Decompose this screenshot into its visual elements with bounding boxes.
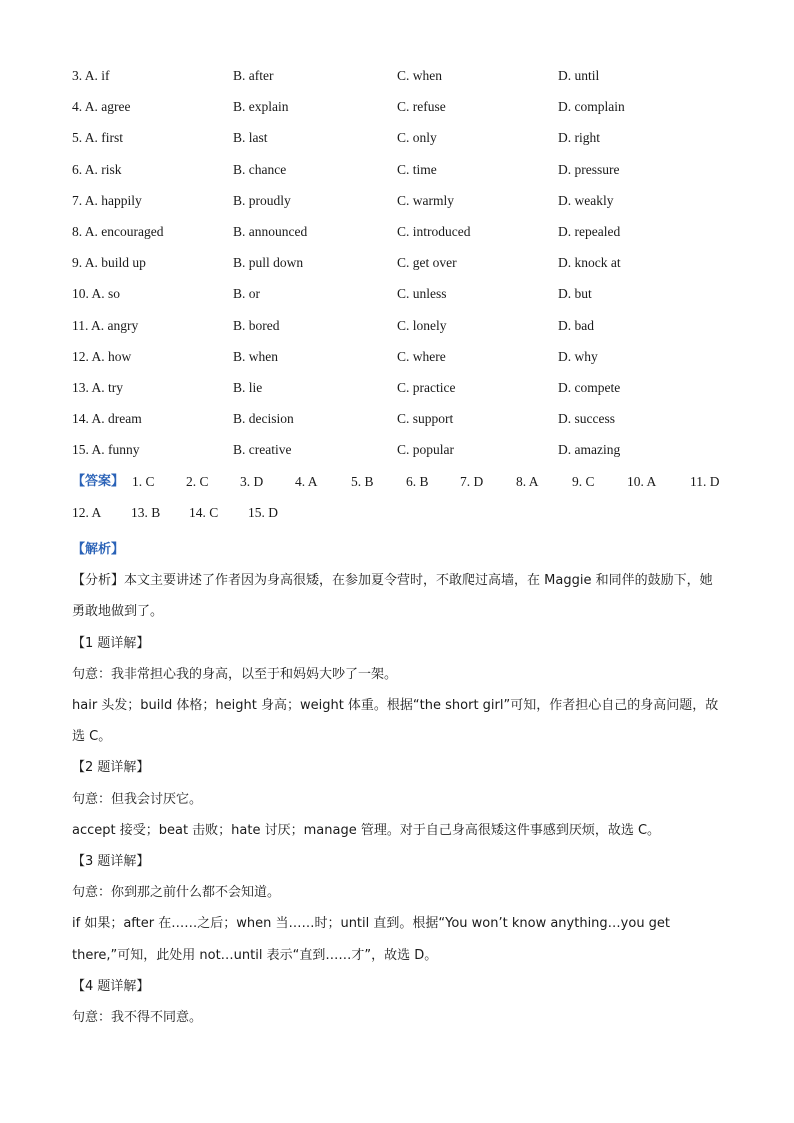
option-b: B. explain xyxy=(233,99,289,115)
option-a: 3. A. if xyxy=(72,68,110,83)
answer-item: 9. C xyxy=(572,474,595,489)
options-row-3 xyxy=(72,66,732,97)
option-d: D. amazing xyxy=(558,442,621,458)
options-row-6 xyxy=(72,160,732,191)
q3-meaning: 句意：你到那之前什么都不会知道。 xyxy=(72,885,281,901)
analysis-intro xyxy=(72,565,724,627)
options-row-5 xyxy=(72,128,732,159)
option-b: B. last xyxy=(233,130,268,146)
option-a: 6. A. risk xyxy=(72,161,122,177)
analysis-heading: 【解析】 xyxy=(72,542,125,557)
q3-heading: 【3 题详解】 xyxy=(72,854,150,870)
q4-heading: 【4 题详解】 xyxy=(72,978,150,994)
option-d: D. success xyxy=(558,411,615,427)
option-b: B. decision xyxy=(233,411,294,427)
option-b: B. chance xyxy=(233,161,287,177)
option-b: B. creative xyxy=(233,442,292,458)
answer-item: 13. B xyxy=(131,505,161,521)
option-a: 10. A. so xyxy=(72,286,121,302)
answer-item: 6. B xyxy=(406,474,429,489)
option-d: D. knock at xyxy=(558,255,621,271)
answer-item: 7. D xyxy=(460,474,484,489)
answer-item: 2. C xyxy=(186,474,209,489)
options-row-12 xyxy=(72,347,732,378)
option-d: D. but xyxy=(558,286,592,302)
answer-item: 12. A xyxy=(72,505,102,521)
answer-key xyxy=(72,472,732,534)
answer-item: 4. A xyxy=(295,474,318,489)
answer-item: 10. A xyxy=(627,474,657,489)
q2-meaning: 句意：但我会讨厌它。 xyxy=(72,791,203,807)
option-d: D. right xyxy=(558,130,600,146)
option-b: B. when xyxy=(233,348,278,364)
analysis-intro-label: 【分析】 xyxy=(72,573,125,589)
answer-item: 11. D xyxy=(690,474,720,489)
option-d: D. pressure xyxy=(558,161,620,177)
option-c: C. practice xyxy=(397,379,456,395)
answer-line-1 xyxy=(72,472,732,503)
options-row-4 xyxy=(72,97,732,128)
option-a: 15. A. funny xyxy=(72,442,140,458)
option-c: C. only xyxy=(397,130,437,146)
options-list xyxy=(72,66,732,471)
option-a: 5. A. first xyxy=(72,130,124,146)
q1-heading: 【1 题详解】 xyxy=(72,635,150,651)
option-a: 9. A. build up xyxy=(72,255,146,271)
option-b: B. lie xyxy=(233,379,263,395)
option-c: C. introduced xyxy=(397,223,471,239)
answer-item: 8. A xyxy=(516,474,539,489)
analysis-section xyxy=(72,534,724,1033)
option-c: C. lonely xyxy=(397,317,447,333)
q4-meaning: 句意：我不得不同意。 xyxy=(72,1010,203,1026)
answer-item: 5. B xyxy=(351,474,374,489)
q1-meaning: 句意：我非常担心我的身高，以至于和妈妈大吵了一架。 xyxy=(72,666,398,682)
options-row-13 xyxy=(72,378,732,409)
options-row-11 xyxy=(72,316,732,347)
option-d: D. why xyxy=(558,348,598,364)
option-d: D. weakly xyxy=(558,192,614,208)
option-d: D. complain xyxy=(558,99,625,115)
option-d: D. bad xyxy=(558,317,594,333)
option-a: 7. A. happily xyxy=(72,192,142,208)
q2-heading: 【2 题详解】 xyxy=(72,760,150,776)
option-c: C. get over xyxy=(397,255,457,271)
options-row-9 xyxy=(72,253,732,284)
answer-item: 14. C xyxy=(189,505,219,521)
q3-explanation: if 如果；after 在……之后；when 当……时；until 直到。根据“You won’t know anything…you get there,”可知，此处用 not…until 表示“直到……才”，故选 D。 xyxy=(72,916,671,963)
option-c: C. refuse xyxy=(397,99,446,115)
answer-line-2 xyxy=(72,503,732,534)
option-b: B. announced xyxy=(233,223,308,239)
option-b: B. after xyxy=(233,68,274,83)
option-a: 12. A. how xyxy=(72,348,132,364)
option-d: D. until xyxy=(558,68,600,83)
option-c: C. time xyxy=(397,161,437,177)
q2-explanation: accept 接受；beat 击败；hate 讨厌；manage 管理。对于自己身高很矮这件事感到厌烦，故选 C。 xyxy=(72,822,661,838)
option-c: C. where xyxy=(397,348,446,364)
option-b: B. proudly xyxy=(233,192,291,208)
options-row-8 xyxy=(72,222,732,253)
option-c: C. popular xyxy=(397,442,454,458)
q1-explanation: hair 头发；build 体格；height 身高；weight 体重。根据“the short girl”可知，作者担心自己的身高问题，故选 C。 xyxy=(72,698,719,745)
option-a: 11. A. angry xyxy=(72,317,139,333)
option-a: 14. A. dream xyxy=(72,411,142,427)
option-c: C. warmly xyxy=(397,192,454,208)
option-c: C. when xyxy=(397,68,442,83)
option-c: C. unless xyxy=(397,286,447,302)
option-b: B. or xyxy=(233,286,260,302)
answer-label: 【答案】 xyxy=(72,474,125,489)
option-b: B. bored xyxy=(233,317,280,333)
options-row-14 xyxy=(72,409,732,440)
option-d: D. repealed xyxy=(558,223,621,239)
analysis-intro-text: 本文主要讲述了作者因为身高很矮，在参加夏令营时，不敢爬过高墙，在 Maggie 和同伴的鼓励下，她勇敢地做到了。 xyxy=(72,573,713,620)
option-c: C. support xyxy=(397,411,454,427)
answer-item: 3. D xyxy=(240,474,264,489)
answer-item: 15. D xyxy=(248,505,278,521)
option-a: 8. A. encouraged xyxy=(72,223,164,239)
options-row-10 xyxy=(72,284,732,315)
option-a: 4. A. agree xyxy=(72,99,131,115)
option-d: D. compete xyxy=(558,379,621,395)
options-row-15 xyxy=(72,440,732,471)
answer-item: 1. C xyxy=(132,474,155,489)
option-a: 13. A. try xyxy=(72,379,124,395)
option-b: B. pull down xyxy=(233,255,304,271)
options-row-7 xyxy=(72,191,732,222)
